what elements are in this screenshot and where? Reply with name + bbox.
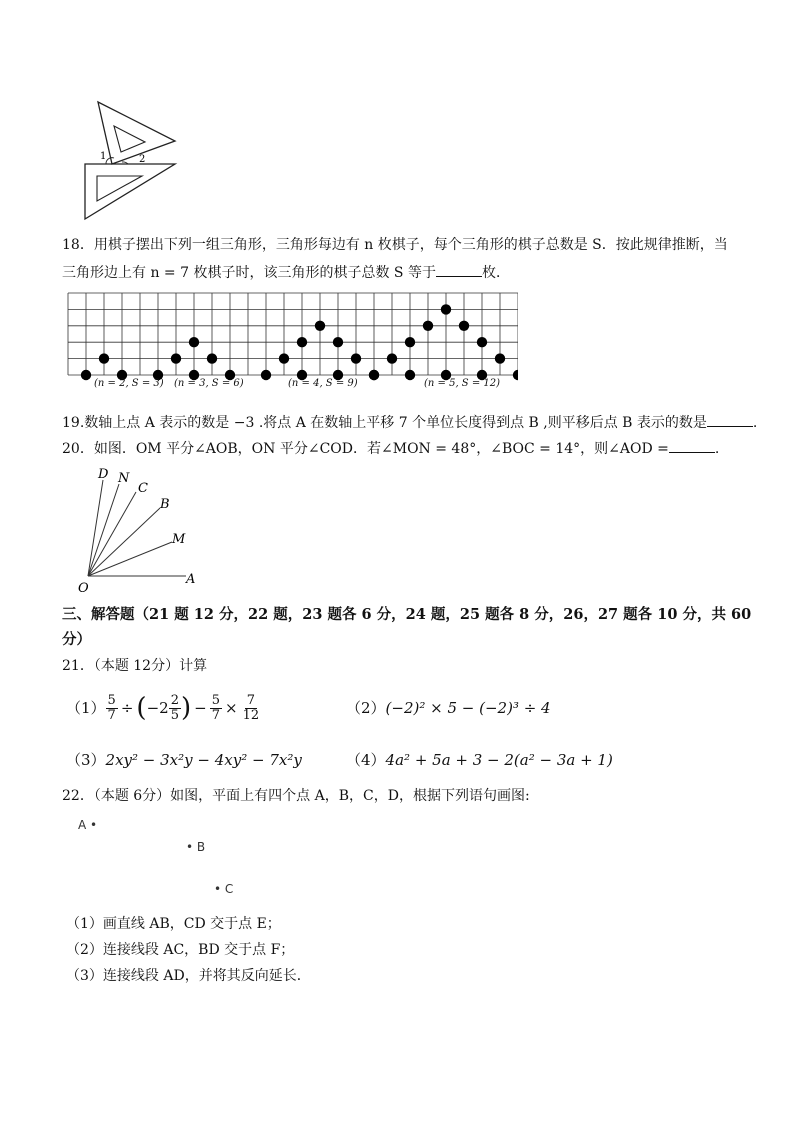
frac-5-7: $\frac{5}{7}$ bbox=[107, 692, 116, 723]
chess-piece-dot bbox=[351, 353, 361, 363]
q20-answer-blank[interactable] bbox=[669, 438, 715, 453]
q19-text: 19.数轴上点 A 表示的数是 −3 .将点 A 在数轴上平移 7 个单位长度得到点 B ,则平移后点 B 表示的数是 bbox=[62, 415, 707, 431]
chess-piece-dot bbox=[171, 353, 181, 363]
q19-question bbox=[62, 412, 757, 433]
angle-rays-figure bbox=[76, 462, 216, 596]
grid-label-n2: (n = 2, S = 3) bbox=[94, 378, 164, 389]
chess-piece-dot bbox=[387, 353, 397, 363]
chess-piece-dot bbox=[477, 337, 487, 347]
ray-label-o: O bbox=[78, 581, 89, 596]
point-a: A • bbox=[78, 818, 98, 832]
q21-p4-label: （4） bbox=[346, 751, 386, 769]
chess-piece-dot bbox=[405, 337, 415, 347]
chess-piece-dot bbox=[333, 337, 343, 347]
frac-5-7b: $\frac{5}{7}$ bbox=[211, 692, 220, 723]
q18-line2-text: 三角形边上有 n = 7 枚棋子时，该三角形的棋子总数 S 等于 bbox=[62, 265, 436, 281]
q21-title: 21．（本题 12分）计算 bbox=[62, 658, 208, 674]
q18-line1: 18．用棋子摆出下列一组三角形，三角形每边有 n 枚棋子，每个三角形的棋子总数是 S．按此规律推断，当 bbox=[62, 237, 728, 253]
chess-piece-dot bbox=[459, 321, 469, 331]
q22-step2: （2）连接线段 AC，BD 交于点 F； bbox=[66, 942, 295, 958]
q22-step3: （3）连接线段 AD，并将其反向延长． bbox=[66, 968, 311, 984]
q21-part3 bbox=[66, 750, 302, 770]
chess-piece-dot bbox=[99, 353, 109, 363]
q18-line2 bbox=[62, 262, 510, 283]
chess-piece-dot bbox=[189, 337, 199, 347]
point-b: • B bbox=[186, 840, 206, 854]
q22-step1: （1）画直线 AB，CD 交于点 E； bbox=[66, 916, 281, 932]
chess-piece-dot bbox=[495, 353, 505, 363]
section3-heading-line2: 分） bbox=[62, 631, 91, 648]
grid-label-n5: (n = 5, S = 12) bbox=[424, 378, 501, 389]
chess-piece-dot bbox=[297, 337, 307, 347]
ray-label-c: C bbox=[138, 481, 148, 496]
q21-p1-label: （1） bbox=[66, 699, 106, 717]
grid-label-n3: (n = 3, S = 6) bbox=[174, 378, 244, 389]
chess-piece-dot bbox=[279, 353, 289, 363]
q19-end: . bbox=[752, 415, 758, 431]
q21-p4-expr: 4a² + 5a + 3 − 2(a² − 3a + 1) bbox=[385, 751, 613, 769]
q21-p3-expr: 2xy² − 3x²y − 4xy² − 7x²y bbox=[105, 751, 302, 769]
angle-2-label: 2 bbox=[139, 154, 146, 165]
ray-label-m: M bbox=[172, 532, 186, 547]
q21-p2-expr: (−2)² × 5 − (−2)³ ÷ 4 bbox=[385, 699, 551, 717]
q21-p3-label: （3） bbox=[66, 751, 106, 769]
frac-7-12: $\frac{7}{12}$ bbox=[242, 692, 260, 723]
ray-label-d: D bbox=[98, 467, 109, 482]
q18-answer-blank[interactable] bbox=[436, 262, 482, 277]
q20-question bbox=[62, 438, 719, 459]
chess-piece-dot bbox=[441, 304, 451, 314]
chess-piece-dot bbox=[207, 353, 217, 363]
q19-answer-blank[interactable] bbox=[707, 412, 753, 427]
chess-piece-dot bbox=[315, 321, 325, 331]
q21-part1: （1） $\frac{5}{7}$ ÷ ( −2 $\frac{2}{5}$ ) − $\frac{5}{7}$ × $\frac{7}{12}$ bbox=[66, 692, 260, 723]
point-c: • C bbox=[214, 882, 234, 896]
ray-label-n: N bbox=[118, 471, 130, 486]
ray-label-a: A bbox=[186, 572, 196, 587]
q20-text: 20．如图．OM 平分∠AOB，ON 平分∠COD．若∠MON = 48°，∠BOC = 14°，则∠AOD = bbox=[62, 441, 669, 457]
frac-2-5: $\frac{2}{5}$ bbox=[170, 692, 179, 723]
q21-part2 bbox=[346, 698, 551, 718]
grid-label-n4: (n = 4, S = 9) bbox=[288, 378, 358, 389]
triangle-rulers-figure bbox=[76, 96, 186, 226]
angle-1-label: 1 bbox=[100, 151, 107, 162]
q20-end: . bbox=[714, 441, 720, 457]
section3-heading-line1: 三、解答题（21 题 12 分，22 题，23 题各 6 分，24 题，25 题各 8 分，26，27 题各 10 分，共 60 bbox=[62, 606, 752, 623]
q18-line2-end: 枚． bbox=[481, 265, 510, 281]
q21-part4 bbox=[346, 750, 613, 770]
q22-title: 22．（本题 6分）如图，平面上有四个点 A，B，C，D，根据下列语句画图: bbox=[62, 788, 530, 804]
ray-label-b: B bbox=[160, 497, 170, 512]
q21-p2-label: （2） bbox=[346, 699, 386, 717]
chess-piece-dot bbox=[423, 321, 433, 331]
